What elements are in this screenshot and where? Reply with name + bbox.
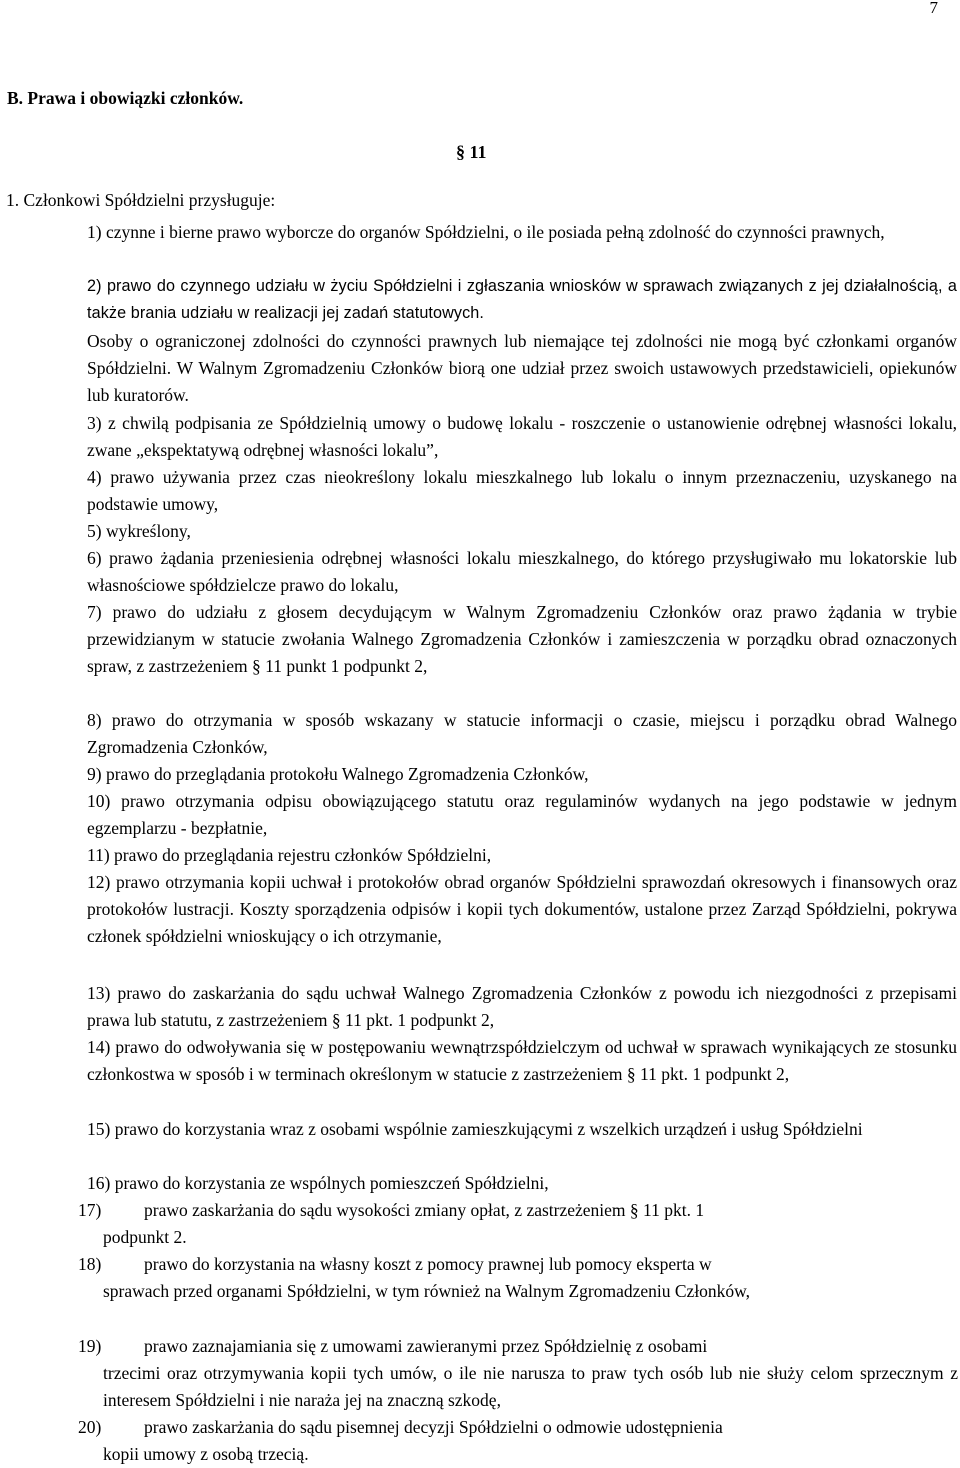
list-item: 14) prawo do odwoływania się w postępowaniu wewnątrzspółdzielczym od uchwał w sprawach wynikających ze stosunku członkostwa w sposób i w terminach określonym w statucie z zastrzeżeniem § 11 pkt. 1 podpunkt 2, xyxy=(87,1037,957,1085)
list-item: 5) wykreślony, xyxy=(87,521,191,541)
list-item: 8) prawo do otrzymania w sposób wskazany w statucie informacji o czasie, miejscu i porządku obrad Walnego Zgromadzenia Członków, xyxy=(87,710,957,758)
item-text: prawo zaskarżania do sądu pisemnej decyzji Spółdzielni o odmowie udostępnienia xyxy=(144,1417,723,1437)
list-item: 7) prawo do udziału z głosem decydującym w Walnym Zgromadzeniu Członków oraz prawo żądania w trybie przewidzianym w statucie zwołania Walnego Zgromadzenia Członków i zamieszczenia w porządku obrad oznaczonych spraw, z zastrzeżeniem § 11 punkt 1 podpunkt 2, xyxy=(87,602,957,677)
item-number: 20) xyxy=(78,1417,102,1437)
item-text: prawo do korzystania na własny koszt z pomocy prawnej lub pomocy eksperta w xyxy=(144,1254,712,1274)
list-item xyxy=(78,1414,958,1468)
list-item xyxy=(78,1251,958,1305)
item-text-continued: kopii umowy z osobą trzecią. xyxy=(103,1444,309,1465)
item-text-continued: sprawach przed organami Spółdzielni, w tym również na Walnym Zgromadzeniu Członków, xyxy=(103,1281,751,1302)
list-item: 9) prawo do przeglądania protokołu Walnego Zgromadzenia Członków, xyxy=(87,764,589,784)
list-item: 13) prawo do zaskarżania do sądu uchwał Walnego Zgromadzenia Członków z powodu ich niezgodności z przepisami prawa lub statutu, z zastrzeżeniem § 11 pkt. 1 podpunkt 2, xyxy=(87,983,957,1031)
item-text-continued: trzecimi oraz otrzymywania kopii tych umów, o ile nie narusza to praw tych osób lub nie służy celom sprzecznym z interesem Spółdzielni i nie naraża jej na znaczną szkodę, xyxy=(103,1363,958,1411)
item-number: 18) xyxy=(78,1254,102,1274)
list-item xyxy=(78,1333,958,1415)
section-heading: B. Prawa i obowiązki członków. xyxy=(7,88,244,108)
list-item: 12) prawo otrzymania kopii uchwał i protokołów obrad organów Spółdzielni sprawozdań okresowych i finansowych oraz protokołów lustracji. Koszty sporządzenia odpisów i kopii tych dokumentów, ustalone przez Zarząd Spółdzielni, pokrywa członek spółdzielni wnioskujący o ich otrzymanie, xyxy=(87,872,957,947)
list-item: 6) prawo żądania przeniesienia odrębnej własności lokalu mieszkalnego, do którego przysługiwało mu lokatorskie lub własnościowe spółdzielcze prawo do lokalu, xyxy=(87,548,957,596)
item-text: prawo zaznajamiania się z umowami zawieranymi przez Spółdzielnię z osobami xyxy=(144,1336,708,1356)
list-item: 4) prawo używania przez czas nieokreślony lokalu mieszkalnego lub lokalu o innym przeznaczeniu, uzyskanego na podstawie umowy, xyxy=(87,467,957,515)
list-item xyxy=(78,1197,958,1251)
item-number: 19) xyxy=(78,1336,102,1356)
intro-line: 1. Członkowi Spółdzielni przysługuje: xyxy=(6,190,276,210)
list-item: 11) prawo do przeglądania rejestru członków Spółdzielni, xyxy=(87,845,492,865)
list-item: 10) prawo otrzymania odpisu obowiązującego statutu oraz regulaminów wydanych na jego podstawie w jednym egzemplarzu - bezpłatnie, xyxy=(87,791,957,839)
item-text: prawo zaskarżania do sądu wysokości zmiany opłat, z zastrzeżeniem § 11 pkt. 1 xyxy=(144,1200,705,1220)
list-item: 15) prawo do korzystania wraz z osobami wspólnie zamieszkującymi z wszelkich urządzeń i usług Spółdzielni xyxy=(87,1119,863,1139)
list-item: 3) z chwilą podpisania ze Spółdzielnią umowy o budowę lokalu - roszczenie o ustanowienie odrębnej własności lokalu, zwane „ekspektatywą odrębnej własności lokalu”, xyxy=(87,413,957,461)
list-item: 16) prawo do korzystania ze wspólnych pomieszczeń Spółdzielni, xyxy=(87,1173,549,1193)
list-item: 2) prawo do czynnego udziału w życiu Spółdzielni i zgłaszania wniosków w sprawach związanych z jej działalnością, a także brania udziału w realizacji jej zadań statutowych. xyxy=(87,277,957,323)
list-item-note: Osoby o ograniczonej zdolności do czynności prawnych lub niemające tej zdolności nie mogą być członkami organów Spółdzielni. W Walnym Zgromadzeniu Członków biorą one udział przez swoich ustawowych przedstawicieli, opiekunów lub kuratorów. xyxy=(87,331,957,406)
item-text-continued: podpunkt 2. xyxy=(103,1227,187,1248)
item-number: 17) xyxy=(78,1200,102,1220)
page-number: 7 xyxy=(929,0,938,17)
paragraph-sign: § 11 xyxy=(456,142,487,162)
list-item: 1) czynne i bierne prawo wyborcze do organów Spółdzielni, o ile posiada pełną zdolność do czynności prawnych, xyxy=(87,222,885,242)
